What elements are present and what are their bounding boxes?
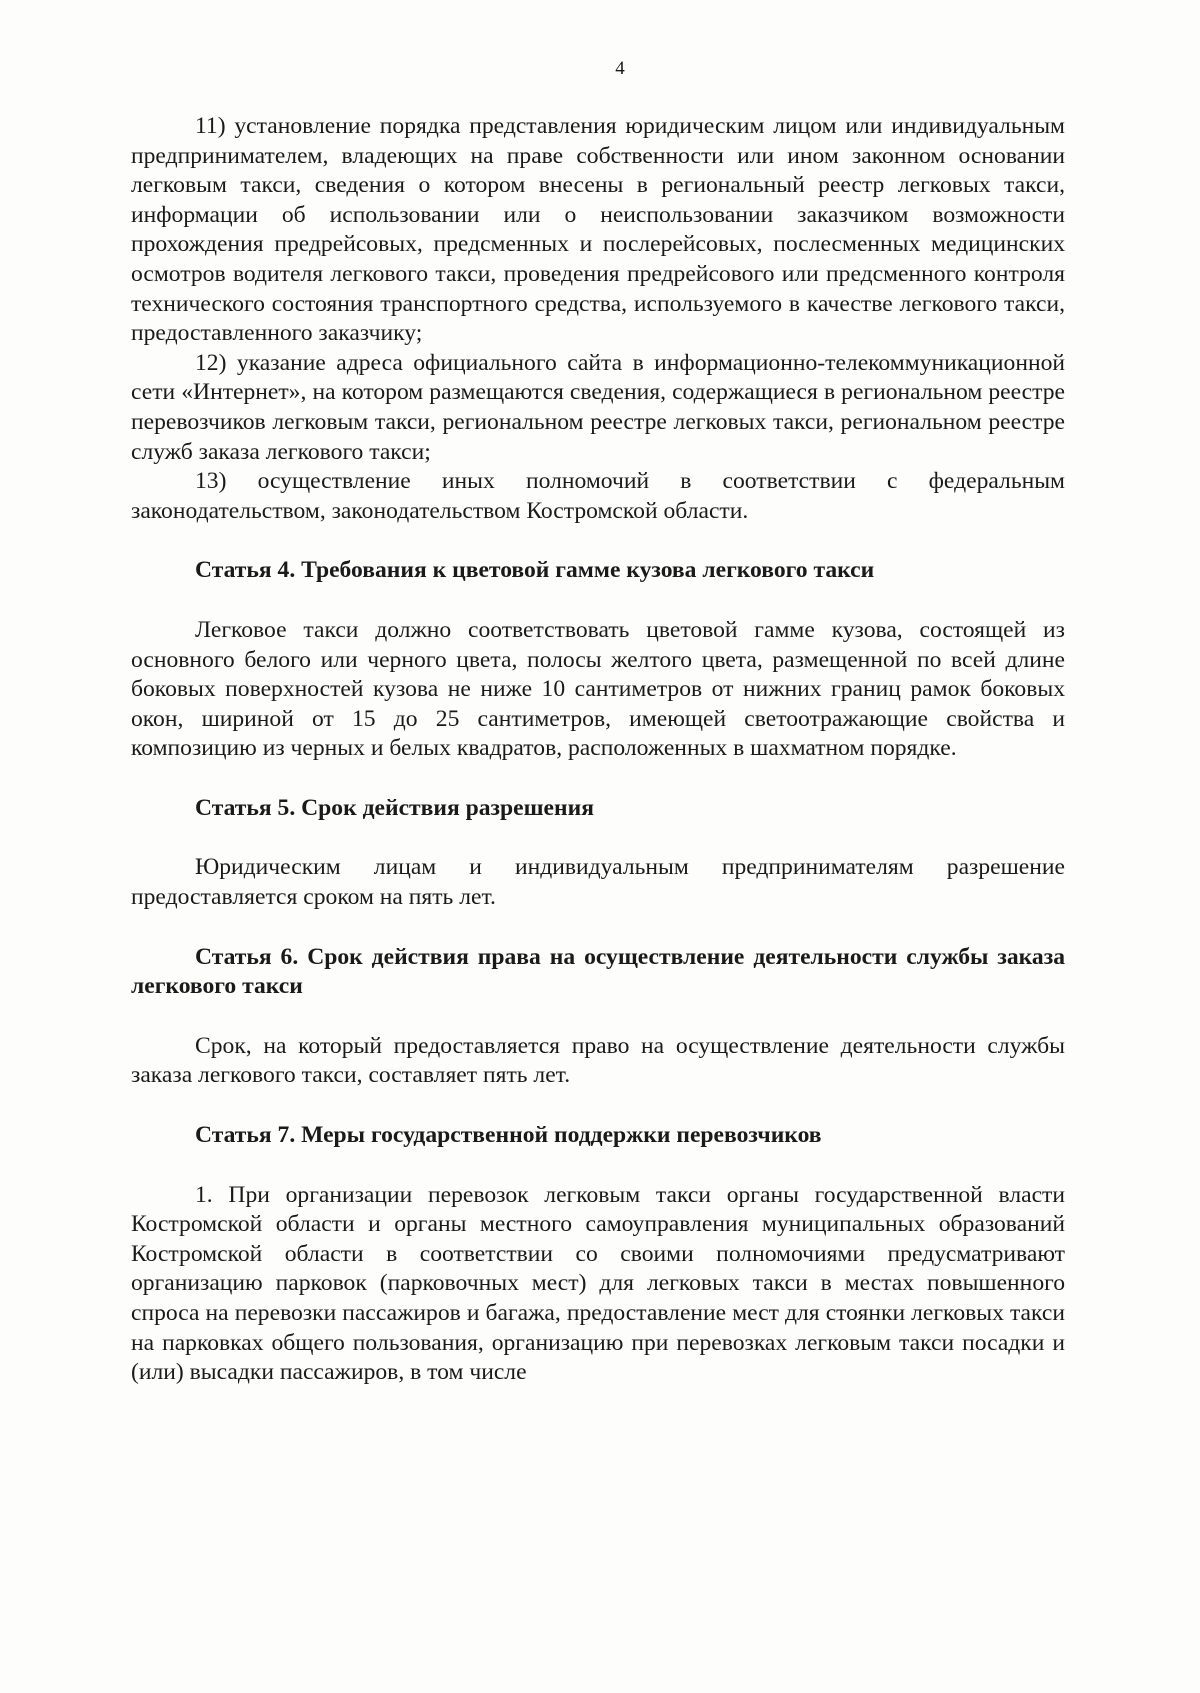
article-7-heading: Статья 7. Меры государственной поддержки перевозчиков bbox=[195, 1122, 822, 1149]
article-4-heading: Статья 4. Требования к цветовой гамме кузова легкового такси bbox=[195, 557, 875, 584]
article-7-paragraph-1: 1. При организации перевозок легковым такси органы государственной власти Костромской области и органы местного самоуправления муниципальных образований Костромской области в соответствии со своими полномочиями предусматривают организацию парковок (парковочных мест) для легковых такси в местах повышенного спроса на перевозки пассажиров и багажа, предоставление мест для стоянки легковых такси на парковках общего пользования, организацию при перевозках легковым такси посадки и (или) высадки пассажиров, в том числе bbox=[131, 1181, 1065, 1386]
article-5-paragraph: Юридическим лицам и индивидуальным предпринимателям разрешение предоставляется сроком на пять лет. bbox=[131, 854, 1065, 911]
item-13-paragraph: 13) осуществление иных полномочий в соответствии с федеральным законодательством, законодательством Костромской области. bbox=[131, 468, 1065, 524]
item-12-paragraph: 12) указание адреса официального сайта в информационно-телекоммуникационной сети «Интернет», на котором размещаются сведения, содержащиеся в региональном реестре перевозчиков легковым такси, региональном реестре легковых такси, региональном реестре служб заказа легкового такси; bbox=[131, 349, 1065, 465]
article-6-paragraph: Срок, на который предоставляется право на осуществление деятельности службы заказа легкового такси, составляет пять лет. bbox=[131, 1032, 1065, 1089]
page-number: 4 bbox=[615, 58, 625, 79]
document-body bbox=[131, 112, 1065, 1388]
article-4-paragraph: Легковое такси должно соответствовать цветовой гамме кузова, состоящей из основного белого или черного цвета, полосы желтого цвета, размещенной по всей длине боковых поверхностей кузова не ниже 10 сантиметров от нижних границ рамок боковых окон, шириной от 15 до 25 сантиметров, имеющей светоотражающие свойства и композицию из черных и белых квадратов, расположенных в шахматном порядке. bbox=[131, 616, 1065, 762]
item-11-paragraph: 11) установление порядка представления юридическим лицом или индивидуальным предпринимателем, владеющих на праве собственности или ином законном основании легковым такси, сведения о котором внесены в региональный реестр легковых такси, информации об использовании или о неиспользовании заказчиком возможности прохождения предрейсовых, предсменных и послерейсовых, послесменных медицинских осмотров водителя легкового такси, проведения предрейсового или предсменного контроля технического состояния транспортного средства, используемого в качестве легкового такси, предоставленного заказчику; bbox=[131, 113, 1065, 347]
article-6-heading: Статья 6. Срок действия права на осуществление деятельности службы заказа легкового такси bbox=[131, 943, 1065, 1000]
article-5-heading: Статья 5. Срок действия разрешения bbox=[195, 794, 594, 821]
